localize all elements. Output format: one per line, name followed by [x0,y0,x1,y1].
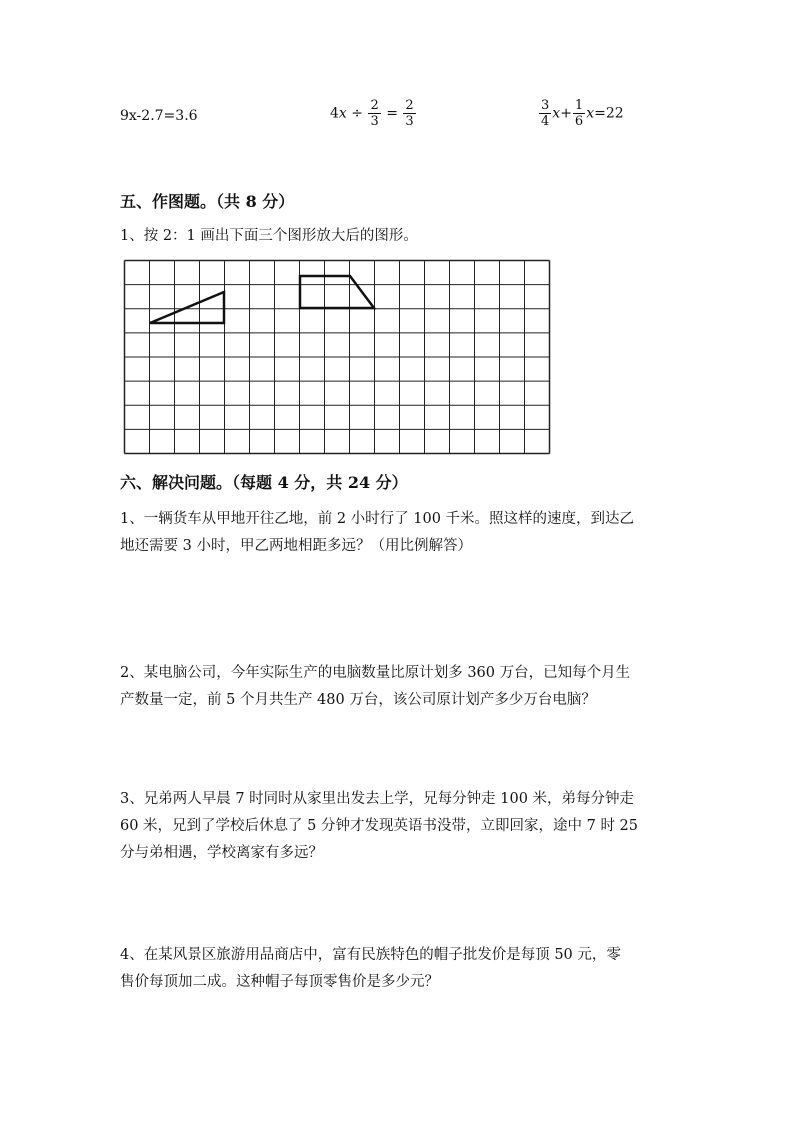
eq3-fraction-1: $\frac{3}{4}$ [541,98,550,129]
eq2-equals: = [386,105,398,122]
drawing-grid[interactable] [123,259,551,455]
problem-4-line-2: 售价每顶加二成。这种帽子每顶零售价是多少元？ [120,974,439,990]
eq2-coefficient: 4 [330,105,339,122]
section-5-title: 五、作图题。（共 8 分） [120,192,295,211]
trapezoid-shape [300,276,374,308]
eq3-fraction-2: $\frac{1}{6}$ [574,98,584,129]
problem-1-line-2: 地还需要 3 小时，甲乙两地相距多远？（用比例解答） [120,538,472,554]
section-6-title: 六、解决问题。（每题 4 分，共 24 分） [120,473,408,492]
section-5-question-1: 1、按 2：1 画出下面三个图形放大后的图形。 [120,228,418,244]
triangle-shape [150,292,224,323]
problem-1-line-1: 1、一辆货车从甲地开往乙地，前 2 小时行了 100 千米。照这样的速度，到达乙 [120,511,635,527]
equation-3 [538,98,624,129]
problem-2 [120,660,680,714]
eq2-divide: ÷ [351,105,364,122]
eq3-rhs: =22 [594,105,624,122]
problem-2-line-1: 2、某电脑公司，今年实际生产的电脑数量比原计划多 360 万台，已知每个月生 [120,665,631,681]
problem-3-line-1: 3、兄弟两人早晨 7 时同时从家里出发去上学，兄每分钟走 100 米，弟每分钟走 [120,791,635,807]
eq3-variable-1: x [552,105,561,122]
problem-3 [120,786,680,867]
problem-4-line-1: 4、在某风景区旅游用品商店中，富有民族特色的帽子批发价是每顶 50 元，零 [120,947,621,963]
problem-3-line-2: 60 米，兄到了学校后休息了 5 分钟才发现英语书没带，立即回家，途中 7 时 25 [120,818,639,834]
equation-1: 9x-2.7=3.6 [120,108,198,124]
eq2-variable: x [338,105,347,122]
problem-2-line-2: 产数量一定，前 5 个月共生产 480 万台，该公司原计划产多少万台电脑？ [120,692,596,708]
problem-3-line-3: 分与弟相遇，学校离家有多远？ [120,845,323,861]
eq3-plus: + [560,105,572,122]
grid-lines [125,261,550,454]
eq2-fraction-1: $\frac{2}{3}$ [370,98,379,129]
problem-1 [120,506,680,560]
eq3-variable-2: x [586,105,595,122]
equation-2 [330,98,417,129]
eq2-fraction-2: $\frac{2}{3}$ [405,98,414,129]
problem-4 [120,942,680,996]
